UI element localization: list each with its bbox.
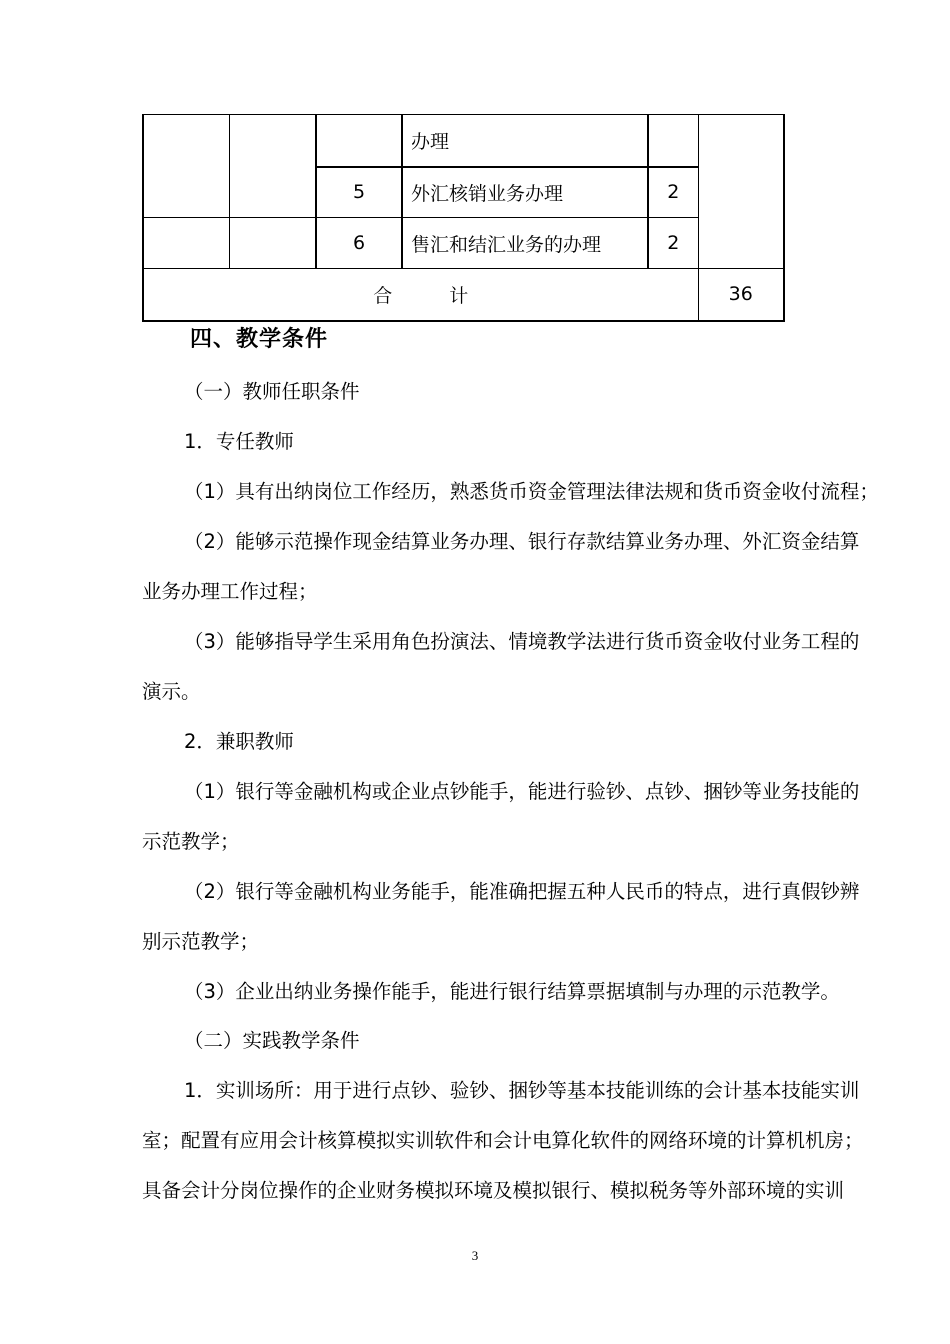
- paragraph-line: 1．实训场所：用于进行点钞、验钞、捆钞等基本技能训练的会计基本技能实训: [184, 1079, 860, 1102]
- table-row-total: [143, 269, 784, 321]
- subsection-title: （一）教师任职条件: [184, 380, 360, 403]
- total-value: 36: [698, 269, 784, 321]
- section-heading: 四、教学条件: [190, 327, 329, 352]
- table-cell: [229, 115, 316, 218]
- table-cell-content: 外汇核销业务办理: [402, 167, 648, 218]
- course-hours-table: [142, 114, 785, 322]
- table-cell-num: 6: [316, 218, 402, 269]
- table-row: [143, 115, 784, 167]
- table-row: [143, 218, 784, 269]
- paragraph-line: （1）具有出纳岗位工作经历，熟悉货币资金管理法律法规和货币资金收付流程；: [184, 480, 879, 503]
- table-cell-content: 办理: [402, 115, 648, 167]
- item-title: 2．兼职教师: [184, 730, 294, 753]
- paragraph-line: 演示。: [142, 680, 201, 703]
- page-number: 3: [471, 1248, 479, 1263]
- table-cell-hours: 2: [648, 167, 698, 218]
- paragraph-line: （3）能够指导学生采用角色扮演法、情境教学法进行货币资金收付业务工程的: [184, 630, 860, 653]
- paragraph-line: （3）企业出纳业务操作能手，能进行银行结算票据填制与办理的示范教学。: [184, 980, 840, 1003]
- table-cell-hours: 2: [648, 218, 698, 269]
- table-cell: [143, 218, 229, 269]
- paragraph-line: 示范教学；: [142, 830, 240, 853]
- table-cell: [229, 218, 316, 269]
- total-label: 合 计: [143, 269, 698, 321]
- paragraph-line: 业务办理工作过程；: [142, 580, 318, 603]
- table-cell-num: [316, 115, 402, 167]
- paragraph-line: （1）银行等金融机构或企业点钞能手，能进行验钞、点钞、捆钞等业务技能的: [184, 780, 860, 803]
- subsection-title: （二）实践教学条件: [184, 1029, 360, 1052]
- paragraph-line: 具备会计分岗位操作的企业财务模拟环境及模拟银行、模拟税务等外部环境的实训: [142, 1179, 845, 1202]
- paragraph-line: （2）银行等金融机构业务能手，能准确把握五种人民币的特点，进行真假钞辨: [184, 880, 860, 903]
- table-cell-num: 5: [316, 167, 402, 218]
- paragraph-line: （2）能够示范操作现金结算业务办理、银行存款结算业务办理、外汇资金结算: [184, 530, 860, 553]
- paragraph-line: 室；配置有应用会计核算模拟实训软件和会计电算化软件的网络环境的计算机机房；: [142, 1129, 864, 1152]
- table-cell-content: 售汇和结汇业务的办理: [402, 218, 648, 269]
- table-cell: [698, 115, 784, 269]
- table-cell: [143, 115, 229, 218]
- item-title: 1．专任教师: [184, 430, 294, 453]
- paragraph-line: 别示范教学；: [142, 930, 260, 953]
- table-cell-hours: [648, 115, 698, 167]
